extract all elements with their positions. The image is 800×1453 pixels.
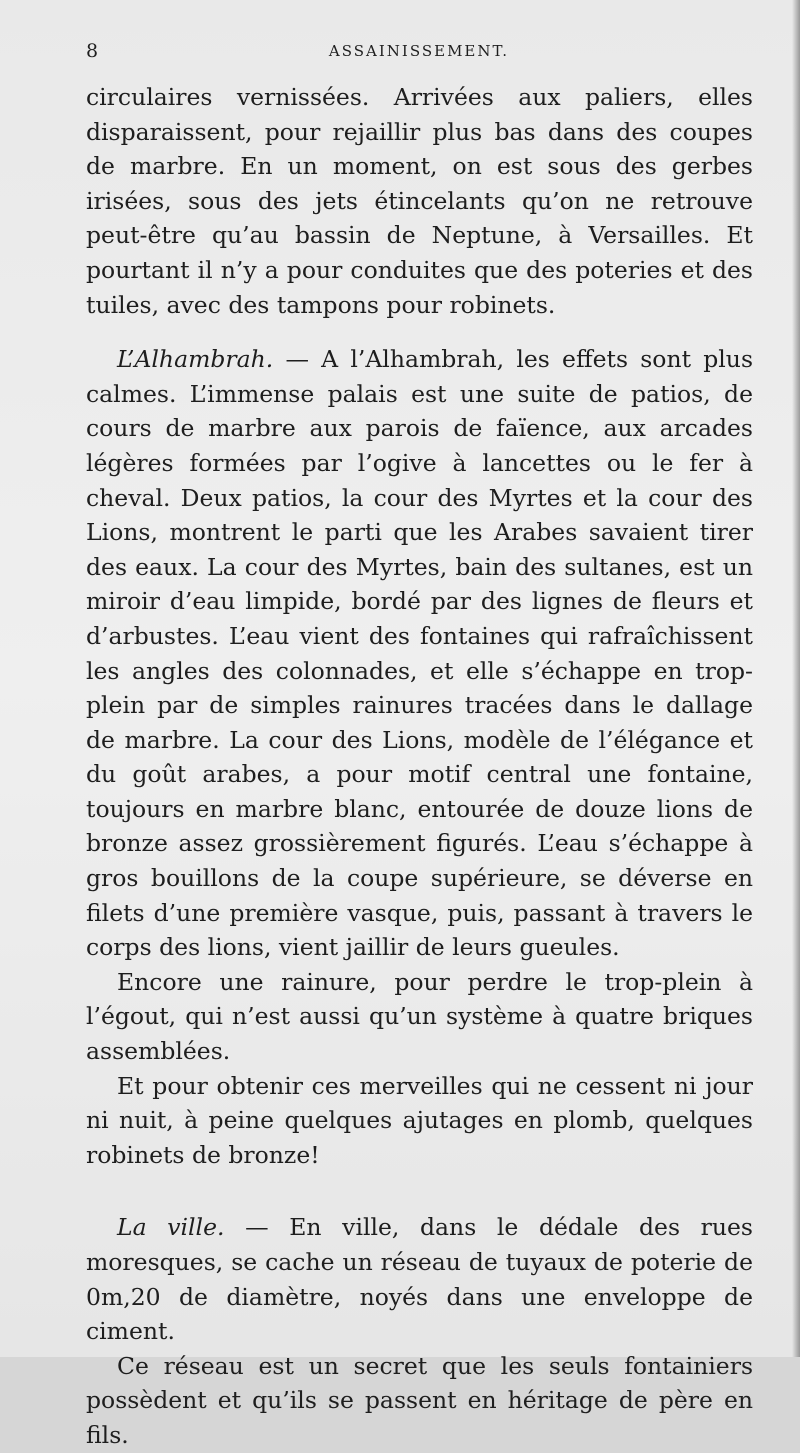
- page-number: 8: [86, 40, 100, 62]
- paragraph-text: Ce réseau est un secret que les seuls fontainiers possèdent et qu’ils se passent en héritage de père en fils.: [86, 1351, 753, 1449]
- paragraph: [86, 342, 753, 965]
- paragraph-text: Et pour obtenir ces merveilles qui ne cessent ni jour ni nuit, à peine quelques ajutages en plomb, quelques robinets de bronze!: [86, 1071, 753, 1169]
- paragraph-text: circulaires vernissées. Arrivées aux paliers, elles disparaissent, pour rejaillir plus bas dans des coupes de marbre. En un moment, on est sous des gerbes irisées, sous des jets étincelants qu’on ne retrouve peut-être qu’au bassin de Neptune, à Versailles. Et pourtant il n’y a pour conduites que des poteries et des tuiles, avec des tampons pour robinets.: [86, 83, 753, 319]
- paragraph: [86, 1349, 753, 1453]
- paragraph-text: — En ville, dans le dédale des rues moresques, se cache un réseau de tuyaux de poterie de 0m,20 de diamètre, noyés dans une enveloppe de ciment.: [86, 1213, 753, 1346]
- page-header: [86, 40, 752, 70]
- paragraph: [86, 1069, 753, 1173]
- running-head: ASSAINISSEMENT.: [328, 42, 510, 60]
- paragraph-text: — A l’Alhambrah, les effets sont plus calmes. L’immense palais est une suite de patios, de cours de marbre aux parois de faïence, aux arcades légères formées par l’ogive à lancettes ou le fer à cheval. Deux patios, la cour des Myrtes et la cour des Lions, montrent le parti que les Arabes savaient tirer des eaux. La cour des Myrtes, bain des sultanes, est un miroir d’eau limpide, bordé par des lignes de fleurs et d’arbustes. L’eau vient des fontaines qui rafraîchissent les angles des colonnades, et elle s’échappe en trop-plein par de simples rainures tracées dans le dallage de marbre. La cour des Lions, modèle de l’élégance et du goût arabes, a pour motif central une fontaine, toujours en marbre blanc, entourée de douze lions de bronze assez grossièrement figurés. L’eau s’échappe à gros bouillons de la coupe supérieure, se déverse en filets d’une première vasque, puis, passant à travers le corps des lions, vient jaillir de leurs gueules.: [86, 345, 753, 962]
- paragraph: [86, 965, 753, 1069]
- page-edge-shadow: [792, 0, 800, 1357]
- section-run-in-heading: La ville.: [117, 1213, 225, 1242]
- paragraph: [86, 1210, 753, 1348]
- paragraph-text: Encore une rainure, pour perdre le trop-plein à l’égout, qui n’est aussi qu’un système à quatre briques assemblées.: [86, 967, 753, 1066]
- section-run-in-heading: L’Alhambrah.: [117, 345, 274, 374]
- body-text: [86, 80, 753, 1453]
- paragraph: [86, 80, 753, 322]
